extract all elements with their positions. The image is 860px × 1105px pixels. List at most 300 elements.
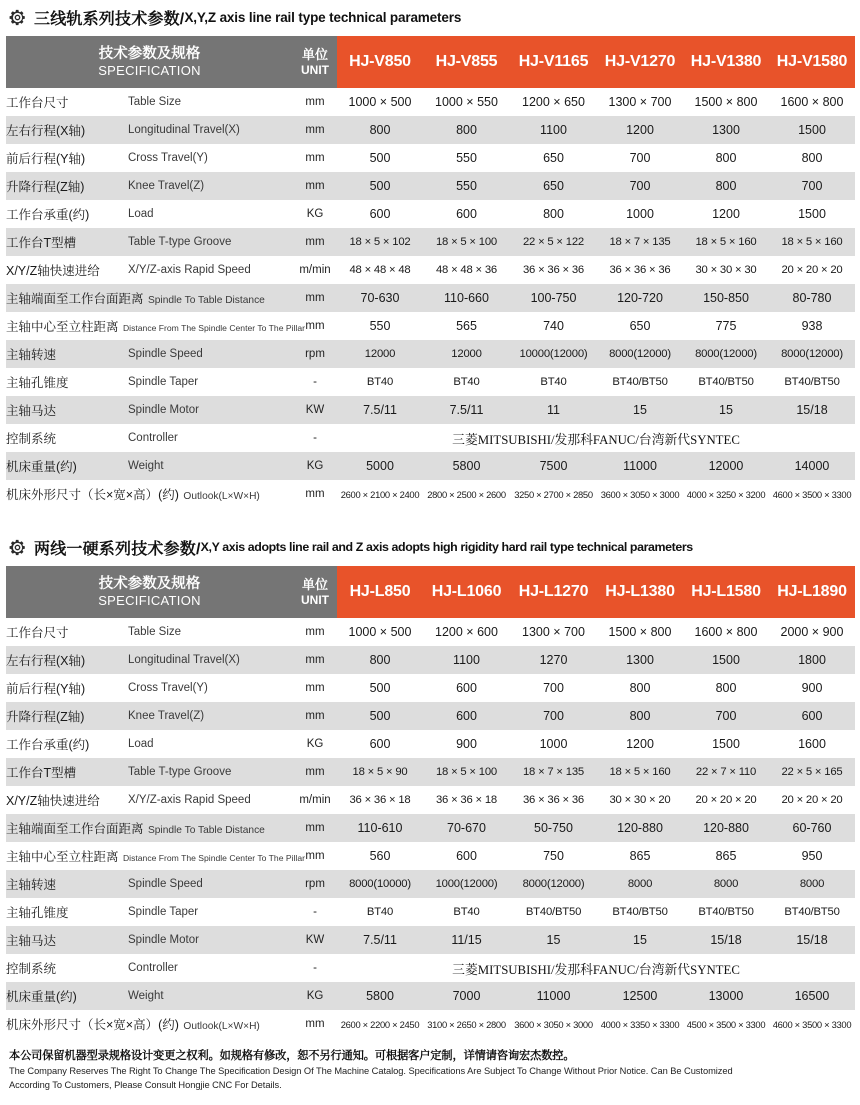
- row-label-en: Table T-type Groove: [128, 228, 293, 256]
- row-label-cn: 前后行程(Y轴): [6, 674, 128, 702]
- row-label-cn: 主轴马达: [6, 396, 128, 424]
- table-row: [6, 702, 855, 730]
- row-label-en: Knee Travel(Z): [128, 172, 293, 200]
- row-value: BT40/BT50: [597, 898, 683, 926]
- row-value: BT40/BT50: [769, 368, 855, 396]
- row-unit: -: [293, 424, 337, 452]
- row-value: 16500: [769, 982, 855, 1010]
- row-value: 775: [683, 312, 769, 340]
- row-value-spanning: 三菱MITSUBISHI/发那科FANUC/台湾新代SYNTEC: [337, 954, 855, 982]
- row-value: 8000(10000): [337, 870, 423, 898]
- row-label-en: Cross Travel(Y): [128, 674, 293, 702]
- header-spec-en: SPECIFICATION: [98, 593, 201, 609]
- table-row: [6, 786, 855, 814]
- row-unit: mm: [293, 312, 337, 340]
- row-label-cn: 左右行程(X轴): [6, 646, 128, 674]
- row-value: 865: [683, 842, 769, 870]
- row-value: 3600 × 3050 × 3000: [510, 1010, 597, 1038]
- row-label-en: Spindle Speed: [128, 340, 293, 368]
- row-value: 1100: [423, 646, 510, 674]
- row-value: 48 × 48 × 48: [337, 256, 423, 284]
- row-value: 1500 × 800: [683, 88, 769, 116]
- row-label-cn: 工作台T型槽: [6, 228, 128, 256]
- header-model-3: HJ-V1270: [597, 36, 683, 88]
- row-value: BT40: [423, 368, 510, 396]
- header-specification: [6, 566, 293, 618]
- row-value: 1000(12000): [423, 870, 510, 898]
- row-value: 700: [597, 144, 683, 172]
- row-value: 800: [683, 674, 769, 702]
- header-unit-en: UNIT: [301, 592, 329, 607]
- header-model-2: HJ-L1270: [510, 566, 597, 618]
- spec-table-hard-rail: [6, 566, 855, 1038]
- row-unit: mm: [293, 842, 337, 870]
- row-value: 3600 × 3050 × 3000: [597, 480, 683, 508]
- row-value: 18 × 5 × 90: [337, 758, 423, 786]
- row-value: 3250 × 2700 × 2850: [510, 480, 597, 508]
- row-value: 7.5/11: [337, 396, 423, 424]
- row-value: 14000: [769, 452, 855, 480]
- table-row: [6, 88, 855, 116]
- row-value: 900: [423, 730, 510, 758]
- row-value: 1000 × 500: [337, 618, 423, 646]
- table-row: [6, 312, 855, 340]
- header-spec-cn: 技术参数及规格: [98, 576, 201, 593]
- row-label-cn: 主轴孔锥度: [6, 898, 128, 926]
- row-label-en: Longitudinal Travel(X): [128, 116, 293, 144]
- row-value: 700: [683, 702, 769, 730]
- table-body-1: [6, 88, 855, 508]
- row-unit: rpm: [293, 340, 337, 368]
- row-value: 2800 × 2500 × 2600: [423, 480, 510, 508]
- header-model-4: HJ-L1580: [683, 566, 769, 618]
- row-value: 1500: [683, 730, 769, 758]
- row-value: 150-850: [683, 284, 769, 312]
- row-label-en: Controller: [128, 424, 293, 452]
- row-value: 1500: [769, 200, 855, 228]
- section-title-en: X,Y axis adopts line rail and Z axis adopts high rigidity hard rail type technical parameters: [200, 540, 693, 554]
- row-value: 60-760: [769, 814, 855, 842]
- row-value: 600: [423, 200, 510, 228]
- table-row: [6, 646, 855, 674]
- row-value: 8000: [769, 870, 855, 898]
- row-value: 18 × 5 × 160: [769, 228, 855, 256]
- row-value: 4500 × 3500 × 3300: [683, 1010, 769, 1038]
- row-value: BT40: [337, 898, 423, 926]
- row-value: 2600 × 2100 × 2400: [337, 480, 423, 508]
- row-value: 18 × 5 × 102: [337, 228, 423, 256]
- row-label-en: Spindle Speed: [128, 870, 293, 898]
- row-value: 1200 × 600: [423, 618, 510, 646]
- row-value: 8000(12000): [597, 340, 683, 368]
- row-unit: mm: [293, 480, 337, 508]
- row-value: 18 × 5 × 100: [423, 228, 510, 256]
- row-value: 5000: [337, 452, 423, 480]
- row-value: 2000 × 900: [769, 618, 855, 646]
- row-value: 15: [597, 396, 683, 424]
- row-label-en: Controller: [128, 954, 293, 982]
- row-value: 12500: [597, 982, 683, 1010]
- row-value: 1000: [597, 200, 683, 228]
- row-value: 20 × 20 × 20: [683, 786, 769, 814]
- row-label-cn: 主轴孔锥度: [6, 368, 128, 396]
- header-model-4: HJ-V1380: [683, 36, 769, 88]
- header-unit-cn: 单位: [301, 576, 328, 592]
- row-value: 8000(12000): [769, 340, 855, 368]
- row-unit: mm: [293, 758, 337, 786]
- row-value: 20 × 20 × 20: [769, 256, 855, 284]
- section-title-en: X,Y,Z axis line rail type technical parameters: [184, 9, 462, 25]
- table-row: [6, 480, 855, 508]
- spec-table-line-rail: [6, 36, 855, 508]
- row-label-en: Longitudinal Travel(X): [128, 646, 293, 674]
- header-model-5: HJ-L1890: [769, 566, 855, 618]
- row-label-en: Weight: [128, 452, 293, 480]
- row-value: 120-880: [597, 814, 683, 842]
- table-row: [6, 340, 855, 368]
- row-label-en: Spindle Motor: [128, 396, 293, 424]
- row-value: 4000 × 3350 × 3300: [597, 1010, 683, 1038]
- table-row: [6, 926, 855, 954]
- gear-icon: [8, 538, 27, 557]
- row-label-cn: 前后行程(Y轴): [6, 144, 128, 172]
- header-model-0: HJ-L850: [337, 566, 423, 618]
- row-value: 500: [337, 674, 423, 702]
- row-value: 48 × 48 × 36: [423, 256, 510, 284]
- row-label-cn: 主轴端面至工作台面距离: [6, 821, 144, 836]
- row-unit: mm: [293, 814, 337, 842]
- row-label-cn: 工作台尺寸: [6, 88, 128, 116]
- row-value: 110-610: [337, 814, 423, 842]
- row-value: 8000(12000): [510, 870, 597, 898]
- header-spec-cn: 技术参数及规格: [98, 46, 201, 63]
- row-unit: m/min: [293, 256, 337, 284]
- row-value: 750: [510, 842, 597, 870]
- section-title-2: [6, 530, 854, 564]
- table-body-2: [6, 618, 855, 1038]
- row-unit: mm: [293, 284, 337, 312]
- row-value: 22 × 7 × 110: [683, 758, 769, 786]
- row-value: 15/18: [769, 396, 855, 424]
- table-row: [6, 758, 855, 786]
- row-value: 650: [510, 144, 597, 172]
- row-value: 5800: [423, 452, 510, 480]
- row-value: 120-720: [597, 284, 683, 312]
- row-label-cn: 升降行程(Z轴): [6, 702, 128, 730]
- row-label-cn: 工作台尺寸: [6, 618, 128, 646]
- table-row: [6, 898, 855, 926]
- table-row: [6, 144, 855, 172]
- row-unit: KG: [293, 730, 337, 758]
- row-value: 36 × 36 × 36: [597, 256, 683, 284]
- row-value: 1000 × 500: [337, 88, 423, 116]
- row-value: 18 × 5 × 160: [683, 228, 769, 256]
- header-model-0: HJ-V850: [337, 36, 423, 88]
- table-row: [6, 954, 855, 982]
- row-value: 8000(12000): [683, 340, 769, 368]
- row-value: BT40: [337, 368, 423, 396]
- row-value: 550: [337, 312, 423, 340]
- table-row: [6, 200, 855, 228]
- row-value: 1200: [597, 116, 683, 144]
- row-label-cn: 主轴马达: [6, 926, 128, 954]
- row-value: 7500: [510, 452, 597, 480]
- table-row: [6, 116, 855, 144]
- row-unit: mm: [293, 674, 337, 702]
- row-value: BT40/BT50: [597, 368, 683, 396]
- row-value: 70-630: [337, 284, 423, 312]
- header-unit: [293, 36, 337, 88]
- row-label-cn: 主轴中心至立柱距离: [6, 319, 119, 334]
- table-row: [6, 870, 855, 898]
- row-value: 865: [597, 842, 683, 870]
- row-value: 18 × 5 × 100: [423, 758, 510, 786]
- row-value: 20 × 20 × 20: [769, 786, 855, 814]
- row-label-en: Spindle To Table Distance: [147, 824, 265, 836]
- table-row: [6, 368, 855, 396]
- row-label-cn: 工作台T型槽: [6, 758, 128, 786]
- row-unit: rpm: [293, 870, 337, 898]
- row-value: 500: [337, 144, 423, 172]
- row-value: 3100 × 2650 × 2800: [423, 1010, 510, 1038]
- row-label-cn: 控制系统: [6, 954, 128, 982]
- row-value: 7.5/11: [337, 926, 423, 954]
- row-value: 11000: [510, 982, 597, 1010]
- row-label-en: Load: [128, 200, 293, 228]
- row-label-cn: X/Y/Z轴快速进给: [6, 256, 128, 284]
- row-value: 11: [510, 396, 597, 424]
- row-unit: KW: [293, 926, 337, 954]
- row-label-en: Table Size: [128, 618, 293, 646]
- row-label-en: Outlook(L×W×H): [183, 490, 260, 502]
- row-value: 1300: [683, 116, 769, 144]
- row-unit: -: [293, 368, 337, 396]
- header-spec-en: SPECIFICATION: [98, 63, 201, 79]
- row-value: 600: [423, 702, 510, 730]
- row-unit: mm: [293, 228, 337, 256]
- row-value: 1000: [510, 730, 597, 758]
- row-value: 565: [423, 312, 510, 340]
- row-label: [6, 284, 293, 312]
- row-label-cn: 左右行程(X轴): [6, 116, 128, 144]
- row-label-cn: 工作台承重(约): [6, 730, 128, 758]
- table-row: [6, 1010, 855, 1038]
- row-value: 36 × 36 × 36: [510, 786, 597, 814]
- row-value: 12000: [337, 340, 423, 368]
- row-value: 36 × 36 × 18: [423, 786, 510, 814]
- table-row: [6, 284, 855, 312]
- row-value: BT40/BT50: [510, 898, 597, 926]
- row-value: 600: [337, 200, 423, 228]
- section-title-cn: 两线一硬系列技术参数/: [34, 540, 201, 558]
- row-value: 950: [769, 842, 855, 870]
- row-value: 800: [510, 200, 597, 228]
- row-value: 1300: [597, 646, 683, 674]
- row-value: 1200 × 650: [510, 88, 597, 116]
- row-value: 11/15: [423, 926, 510, 954]
- row-label-en: Cross Travel(Y): [128, 144, 293, 172]
- table-row: [6, 228, 855, 256]
- row-value: 10000(12000): [510, 340, 597, 368]
- gear-icon: [8, 8, 27, 27]
- row-value: 4600 × 3500 × 3300: [769, 1010, 855, 1038]
- row-value: BT40: [510, 368, 597, 396]
- row-value: 18 × 7 × 135: [510, 758, 597, 786]
- row-unit: -: [293, 954, 337, 982]
- row-value: 1300 × 700: [597, 88, 683, 116]
- row-label-en: Outlook(L×W×H): [183, 1020, 260, 1032]
- header-model-1: HJ-L1060: [423, 566, 510, 618]
- row-value: 11000: [597, 452, 683, 480]
- row-unit: mm: [293, 646, 337, 674]
- row-label: [6, 1010, 293, 1038]
- row-label-en: Spindle Taper: [128, 898, 293, 926]
- row-label-cn: 工作台承重(约): [6, 200, 128, 228]
- row-label: [6, 814, 293, 842]
- row-value: 600: [423, 842, 510, 870]
- row-value: 700: [510, 702, 597, 730]
- row-value: 8000: [597, 870, 683, 898]
- row-label-en: X/Y/Z-axis Rapid Speed: [128, 256, 293, 284]
- row-value: 70-670: [423, 814, 510, 842]
- header-model-5: HJ-V1580: [769, 36, 855, 88]
- row-value: 1200: [683, 200, 769, 228]
- row-label-en: Spindle Motor: [128, 926, 293, 954]
- row-value: 8000: [683, 870, 769, 898]
- row-value: 500: [337, 702, 423, 730]
- row-value: 30 × 30 × 20: [597, 786, 683, 814]
- row-value: 22 × 5 × 122: [510, 228, 597, 256]
- row-value: 1800: [769, 646, 855, 674]
- row-unit: mm: [293, 618, 337, 646]
- header-unit-en: UNIT: [301, 62, 329, 77]
- row-value: 12000: [423, 340, 510, 368]
- row-value: 15/18: [769, 926, 855, 954]
- row-value: 80-780: [769, 284, 855, 312]
- row-value: 550: [423, 172, 510, 200]
- row-value: 650: [597, 312, 683, 340]
- footer-cn: 本公司保留机器型录规格设计变更之权利。如规格有修改，恕不另行通知。可根据客户定制，详情请咨询宏杰数控。: [9, 1050, 575, 1062]
- row-unit: mm: [293, 1010, 337, 1038]
- row-value: 18 × 5 × 160: [597, 758, 683, 786]
- row-label-en: Knee Travel(Z): [128, 702, 293, 730]
- row-label-cn: 机床重量(约): [6, 452, 128, 480]
- row-value: 550: [423, 144, 510, 172]
- table-row: [6, 814, 855, 842]
- row-value: 15: [683, 396, 769, 424]
- table-row: [6, 842, 855, 870]
- row-value: 1600: [769, 730, 855, 758]
- row-value: 800: [337, 646, 423, 674]
- table-row: [6, 618, 855, 646]
- header-unit-cn: 单位: [301, 46, 328, 62]
- footer-en-line1: The Company Reserves The Right To Change The Specification Design Of The Machine Catalog. Specifications Are Subject To Change Without Prior Notice. Can Be Customized: [9, 1066, 733, 1077]
- table-row: [6, 982, 855, 1010]
- row-value: BT40: [423, 898, 510, 926]
- footer-disclaimer: [6, 1048, 854, 1091]
- row-value: 1600 × 800: [683, 618, 769, 646]
- footer-en-line2: According To Customers, Please Consult Hongjie CNC For Details.: [9, 1079, 282, 1090]
- row-label-en: Spindle Taper: [128, 368, 293, 396]
- row-label-cn: 控制系统: [6, 424, 128, 452]
- row-unit: mm: [293, 88, 337, 116]
- header-unit: [293, 566, 337, 618]
- row-value: 12000: [683, 452, 769, 480]
- row-value: 36 × 36 × 36: [510, 256, 597, 284]
- row-unit: mm: [293, 702, 337, 730]
- header-model-2: HJ-V1165: [510, 36, 597, 88]
- row-value: BT40/BT50: [683, 898, 769, 926]
- row-value: 13000: [683, 982, 769, 1010]
- row-value: 1500: [683, 646, 769, 674]
- row-unit: KW: [293, 396, 337, 424]
- row-value: BT40/BT50: [769, 898, 855, 926]
- row-value: 800: [683, 144, 769, 172]
- row-unit: mm: [293, 172, 337, 200]
- row-value: 600: [423, 674, 510, 702]
- row-label-cn: X/Y/Z轴快速进给: [6, 786, 128, 814]
- row-value: 1000 × 550: [423, 88, 510, 116]
- row-value: 30 × 30 × 30: [683, 256, 769, 284]
- table-row: [6, 674, 855, 702]
- row-value: 1500: [769, 116, 855, 144]
- row-value: 4000 × 3250 × 3200: [683, 480, 769, 508]
- section-title-cn: 三线轨系列技术参数/: [34, 10, 185, 28]
- row-label: [6, 842, 305, 870]
- row-value: 800: [597, 702, 683, 730]
- row-label-en: Weight: [128, 982, 293, 1010]
- row-value: 18 × 7 × 135: [597, 228, 683, 256]
- row-value: 938: [769, 312, 855, 340]
- row-unit: KG: [293, 982, 337, 1010]
- row-value: 15: [597, 926, 683, 954]
- row-unit: mm: [293, 116, 337, 144]
- table-header-row: [6, 566, 855, 618]
- row-value: 22 × 5 × 165: [769, 758, 855, 786]
- row-value: 800: [769, 144, 855, 172]
- row-value: BT40/BT50: [683, 368, 769, 396]
- row-value: 600: [337, 730, 423, 758]
- row-value-spanning: 三菱MITSUBISHI/发那科FANUC/台湾新代SYNTEC: [337, 424, 855, 452]
- row-value: 800: [337, 116, 423, 144]
- row-value: 120-880: [683, 814, 769, 842]
- row-value: 15: [510, 926, 597, 954]
- row-value: 50-750: [510, 814, 597, 842]
- row-value: 740: [510, 312, 597, 340]
- row-label: [6, 480, 293, 508]
- row-label: [6, 312, 305, 340]
- row-value: 700: [597, 172, 683, 200]
- row-unit: -: [293, 898, 337, 926]
- row-label-cn: 主轴转速: [6, 870, 128, 898]
- row-unit: KG: [293, 452, 337, 480]
- row-value: 900: [769, 674, 855, 702]
- row-value: 800: [423, 116, 510, 144]
- table-row: [6, 172, 855, 200]
- row-value: 650: [510, 172, 597, 200]
- row-value: 1500 × 800: [597, 618, 683, 646]
- row-label-cn: 主轴端面至工作台面距离: [6, 291, 144, 306]
- row-value: 600: [769, 702, 855, 730]
- header-model-3: HJ-L1380: [597, 566, 683, 618]
- row-label-en: Spindle To Table Distance: [147, 294, 265, 306]
- row-label-cn: 机床外形尺寸（长×宽×高）(约): [6, 487, 179, 502]
- table-row: [6, 452, 855, 480]
- section-title-1: [6, 0, 854, 34]
- row-label-en: Table Size: [128, 88, 293, 116]
- table-header-row: [6, 36, 855, 88]
- row-label-cn: 升降行程(Z轴): [6, 172, 128, 200]
